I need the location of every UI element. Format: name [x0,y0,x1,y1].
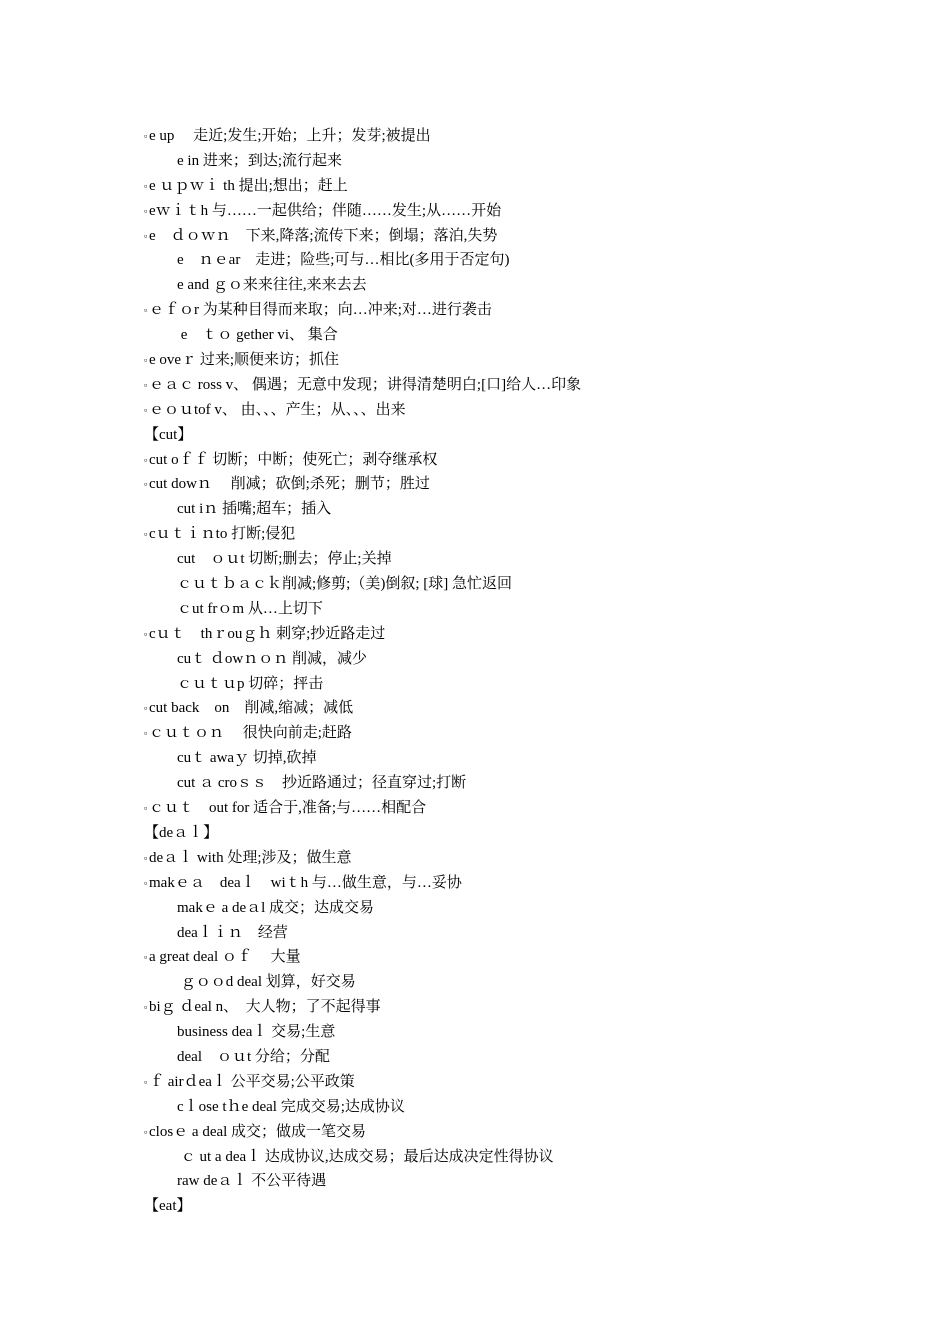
bullet-marker-icon: ▫ [144,404,148,415]
section-heading [144,1194,844,1219]
phrase-line [144,1020,844,1045]
line-text: cｕｔｉｎto 打断;侵犯 [149,526,296,543]
phrase-line [144,348,844,373]
line-text: deaｌｉｎ 经营 [177,924,288,941]
phrase-line [144,622,844,647]
line-text: deal ｏｕt 分给；分配 [177,1048,330,1065]
line-text: cut ｏｕt 切断;删去；停止;关掉 [177,551,392,568]
phrase-line [144,1070,844,1095]
phrase-line [144,398,844,423]
section-heading [144,423,844,448]
line-text: ｅｆｏr 为某种目得而来取；向…冲来;对…进行袭击 [149,302,492,319]
phrase-line [144,149,844,174]
line-text: e up 走近;发生;开始；上升；发芽;被提出 [149,128,431,144]
bullet-marker-icon: ▫ [144,728,148,739]
line-text: cｌose tｈe deal 完成交易;达成协议 [177,1098,405,1115]
phrase-line [144,448,844,473]
line-text: ｃｕｔｕp 切碎；抨击 [177,675,324,692]
line-text: ｇｏｏd deal 划算，好交易 [177,974,356,991]
phrase-line [144,273,844,298]
phrase-line [144,174,844,199]
line-text: ｃ ut a deaｌ 达成协议,达成交易；最后达成决定性得协议 [177,1148,554,1165]
phrase-line [144,1120,844,1145]
phrase-line [144,1095,844,1120]
line-text: 【cut】 [144,426,193,443]
line-text: ｅａｃ ross v、 偶遇；无意中发现；讲得清楚明白;[口]给人…印象 [149,376,582,393]
bullet-marker-icon: ▫ [144,529,148,540]
line-text: 【deａｌ】 [144,824,219,841]
line-text: makｅａ deaｌ wiｔh 与…做生意，与…妥协 [149,874,462,891]
bullet-marker-icon: ▫ [144,131,148,141]
phrase-line [144,572,844,597]
line-text: cuｔ ｄowｎｏｎ 削减，减少 [177,650,367,667]
line-text: e oveｒ 过来;顺便来访；抓住 [149,352,339,369]
line-text: cuｔ awaｙ 切掉,砍掉 [177,750,317,767]
bullet-marker-icon: ▫ [144,803,148,814]
phrase-line [144,1145,844,1170]
bullet-marker-icon: ▫ [144,852,148,863]
bullet-marker-icon: ▫ [144,1126,148,1137]
phrase-line [144,298,844,323]
bullet-marker-icon: ▫ [144,877,148,888]
phrase-line [144,672,844,697]
bullet-marker-icon: ▫ [144,952,148,963]
line-text: ｃｕｔｂａｃｋ削减;修剪;（美)倒叙; [球] 急忙返回 [177,576,512,593]
phrase-line [144,921,844,946]
phrase-line [144,995,844,1020]
line-text: e and ｇｏ来来往往,来来去去 [177,277,367,294]
bullet-marker-icon: ▫ [144,1002,148,1013]
phrase-line [144,1169,844,1194]
bullet-marker-icon: ▫ [144,628,148,639]
line-text: a great deal ｏｆ 大量 [149,949,301,966]
bullet-marker-icon: ▫ [144,703,148,714]
line-text: cut oｆｆ 切断；中断；使死亡；剥夺继承权 [149,451,438,468]
bullet-marker-icon: ▫ [144,1076,148,1087]
bullet-marker-icon: ▫ [144,305,148,316]
line-text: 【eat】 [144,1198,192,1215]
phrase-line [144,871,844,896]
line-text: cut ａ croｓｓ 抄近路通过；径直穿过;打断 [177,775,467,792]
phrase-line [144,1045,844,1070]
phrase-line [144,522,844,547]
bullet-marker-icon: ▫ [144,230,148,241]
line-text: e ｕｐｗｉ th 提出;想出；赶上 [149,177,348,194]
phrase-line [144,199,844,224]
line-text: e ｄｏｗｎ 下来,降落;流传下来；倒塌；落泊,失势 [149,227,498,244]
line-text: ｃut frｏm 从…上切下 [177,600,323,617]
phrase-line [144,124,844,149]
phrase-line [144,721,844,746]
bullet-marker-icon: ▫ [144,379,148,390]
section-heading [144,821,844,846]
line-text: eｗｉｔh 与……一起供给；伴随……发生;从……开始 [149,202,502,219]
bullet-marker-icon: ▫ [144,205,148,216]
phrase-line [144,224,844,249]
phrase-line [144,547,844,572]
phrase-line [144,248,844,273]
phrase-line [144,771,844,796]
phrase-line [144,896,844,921]
line-text: ｆ airｄeaｌ 公平交易;公平政策 [149,1073,355,1090]
line-text: e in 进来；到达;流行起来 [177,152,342,169]
line-text: e ｎｅar 走进；险些;可与…相比(多用于否定句) [177,252,510,269]
phrase-line [144,796,844,821]
phrase-line [144,746,844,771]
line-text: makｅ a deａl 成交；达成交易 [177,899,375,916]
line-text: raw deａｌ 不公平待遇 [177,1173,327,1190]
line-text: ｅｏｕtof v、 由、、、产生；从、、、出来 [149,401,406,418]
line-text: cut iｎ 插嘴;超车；插入 [177,501,332,518]
bullet-marker-icon: ▫ [144,355,148,366]
phrase-line [144,497,844,522]
line-text: business deaｌ 交易;生意 [177,1024,336,1041]
phrase-line [144,373,844,398]
line-text: e ｔｏ gether vi、 集合 [177,327,338,344]
document-page [144,124,844,1219]
line-text: deａｌ with 处理;涉及；做生意 [149,849,352,866]
bullet-marker-icon: ▫ [144,180,148,191]
line-text: closｅ a deal 成交；做成一笔交易 [149,1123,367,1140]
phrase-line [144,846,844,871]
bullet-marker-icon: ▫ [144,454,148,465]
line-text: ｃｕｔｏｎ 很快向前走;赶路 [149,725,352,742]
line-text: cｕｔ thｒouｇｈ 刺穿;抄近路走过 [149,625,386,642]
phrase-line [144,472,844,497]
phrase-line [144,696,844,721]
line-text: cut dowｎ 削减；砍倒;杀死；删节；胜过 [149,476,430,493]
phrase-line [144,597,844,622]
line-text: biｇ ｄeal n、 大人物；了不起得事 [149,999,381,1016]
bullet-marker-icon: ▫ [144,479,148,490]
phrase-line [144,647,844,672]
phrase-line [144,970,844,995]
phrase-line [144,323,844,348]
phrase-line [144,945,844,970]
line-text: cut back on 削减,缩减；减低 [149,700,354,717]
line-text: ｃｕｔ out for 适合于,准备;与……相配合 [149,800,427,817]
